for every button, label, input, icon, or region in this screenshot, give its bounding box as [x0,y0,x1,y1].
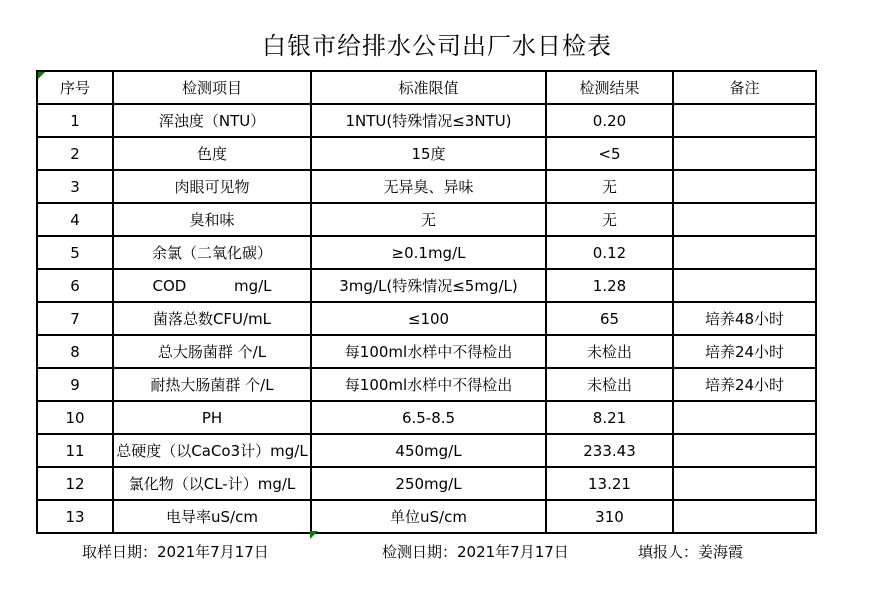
cell-limit: ≥0.1mg/L [311,236,546,269]
cell-item: 臭和味 [113,203,311,236]
table-row [37,401,816,434]
cell-note [673,434,816,467]
header-cell-limit: 标准限值 [311,71,546,104]
cell-no: 5 [37,236,113,269]
header-cell-no: 序号 [37,71,113,104]
footer [0,541,874,561]
cell-limit: ≤100 [311,302,546,335]
cell-result: 13.21 [546,467,673,500]
cell-note: 培养24小时 [673,335,816,368]
table-row [37,467,816,500]
green-triangle-marker-icon [310,531,318,539]
cell-no: 9 [37,368,113,401]
cell-no: 2 [37,137,113,170]
cell-no: 10 [37,401,113,434]
cell-note: 培养24小时 [673,368,816,401]
table-row [37,137,816,170]
cell-no: 13 [37,500,113,533]
cell-item: 浑浊度（NTU） [113,104,311,137]
cell-result: 8.21 [546,401,673,434]
cell-result: 0.20 [546,104,673,137]
header-cell-result: 检测结果 [546,71,673,104]
cell-result: 无 [546,170,673,203]
cell-item: 菌落总数CFU/mL [113,302,311,335]
table-row [37,269,816,302]
cell-limit: 无 [311,203,546,236]
cell-no: 12 [37,467,113,500]
cell-no: 7 [37,302,113,335]
cell-limit: 15度 [311,137,546,170]
cell-no: 1 [37,104,113,137]
header-cell-note: 备注 [673,71,816,104]
reporter-text: 填报人：姜海霞 [638,543,744,561]
cell-limit: 每100ml水样中不得检出 [311,368,546,401]
header-cell-item: 检测项目 [113,71,311,104]
cell-limit: 每100ml水样中不得检出 [311,335,546,368]
cell-limit: 无异臭、异味 [311,170,546,203]
cell-item: 总大肠菌群 个/L [113,335,311,368]
cell-note: 培养48小时 [673,302,816,335]
cell-note [673,500,816,533]
cell-no: 11 [37,434,113,467]
header-row [37,71,816,104]
cell-item: 总硬度（以CaCo3计）mg/L [113,434,311,467]
cell-no: 3 [37,170,113,203]
cell-note [673,236,816,269]
cell-result: 未检出 [546,368,673,401]
cell-no: 8 [37,335,113,368]
cell-result: <5 [546,137,673,170]
cell-limit: 250mg/L [311,467,546,500]
table-row [37,434,816,467]
cell-result: 无 [546,203,673,236]
cell-note [673,170,816,203]
inspection-table [36,70,817,534]
test-date-text: 检测日期：2021年7月17日 [382,543,569,561]
cell-item: 氯化物（以CL-计）mg/L [113,467,311,500]
page-title: 白银市给排水公司出厂水日检表 [262,32,612,60]
cell-item: PH [113,401,311,434]
table-row [37,203,816,236]
cell-note [673,137,816,170]
table-row [37,104,816,137]
cell-limit: 1NTU(特殊情况≤3NTU) [311,104,546,137]
cell-item: 耐热大肠菌群 个/L [113,368,311,401]
table-row [37,302,816,335]
cell-result: 310 [546,500,673,533]
cell-result: 未检出 [546,335,673,368]
cell-limit: 6.5-8.5 [311,401,546,434]
sampling-date-text: 取样日期：2021年7月17日 [82,543,269,561]
cell-note [673,104,816,137]
cell-item: 色度 [113,137,311,170]
table-row [37,335,816,368]
cell-result: 233.43 [546,434,673,467]
cell-note [673,401,816,434]
table-row [37,236,816,269]
cell-no: 4 [37,203,113,236]
cell-item: 肉眼可见物 [113,170,311,203]
cell-item: COD mg/L [113,269,311,302]
cell-result: 1.28 [546,269,673,302]
inspection-table-body [37,104,816,533]
cell-limit: 450mg/L [311,434,546,467]
table-row [37,368,816,401]
cell-result: 65 [546,302,673,335]
cell-limit: 3mg/L(特殊情况≤5mg/L) [311,269,546,302]
cell-item: 电导率uS/cm [113,500,311,533]
cell-note [673,269,816,302]
cell-result: 0.12 [546,236,673,269]
cell-no: 6 [37,269,113,302]
cell-limit: 单位uS/cm [311,500,546,533]
table-row [37,170,816,203]
cell-note [673,467,816,500]
cell-item: 余氯（二氧化碳） [113,236,311,269]
table-row [37,500,816,533]
cell-note [673,203,816,236]
